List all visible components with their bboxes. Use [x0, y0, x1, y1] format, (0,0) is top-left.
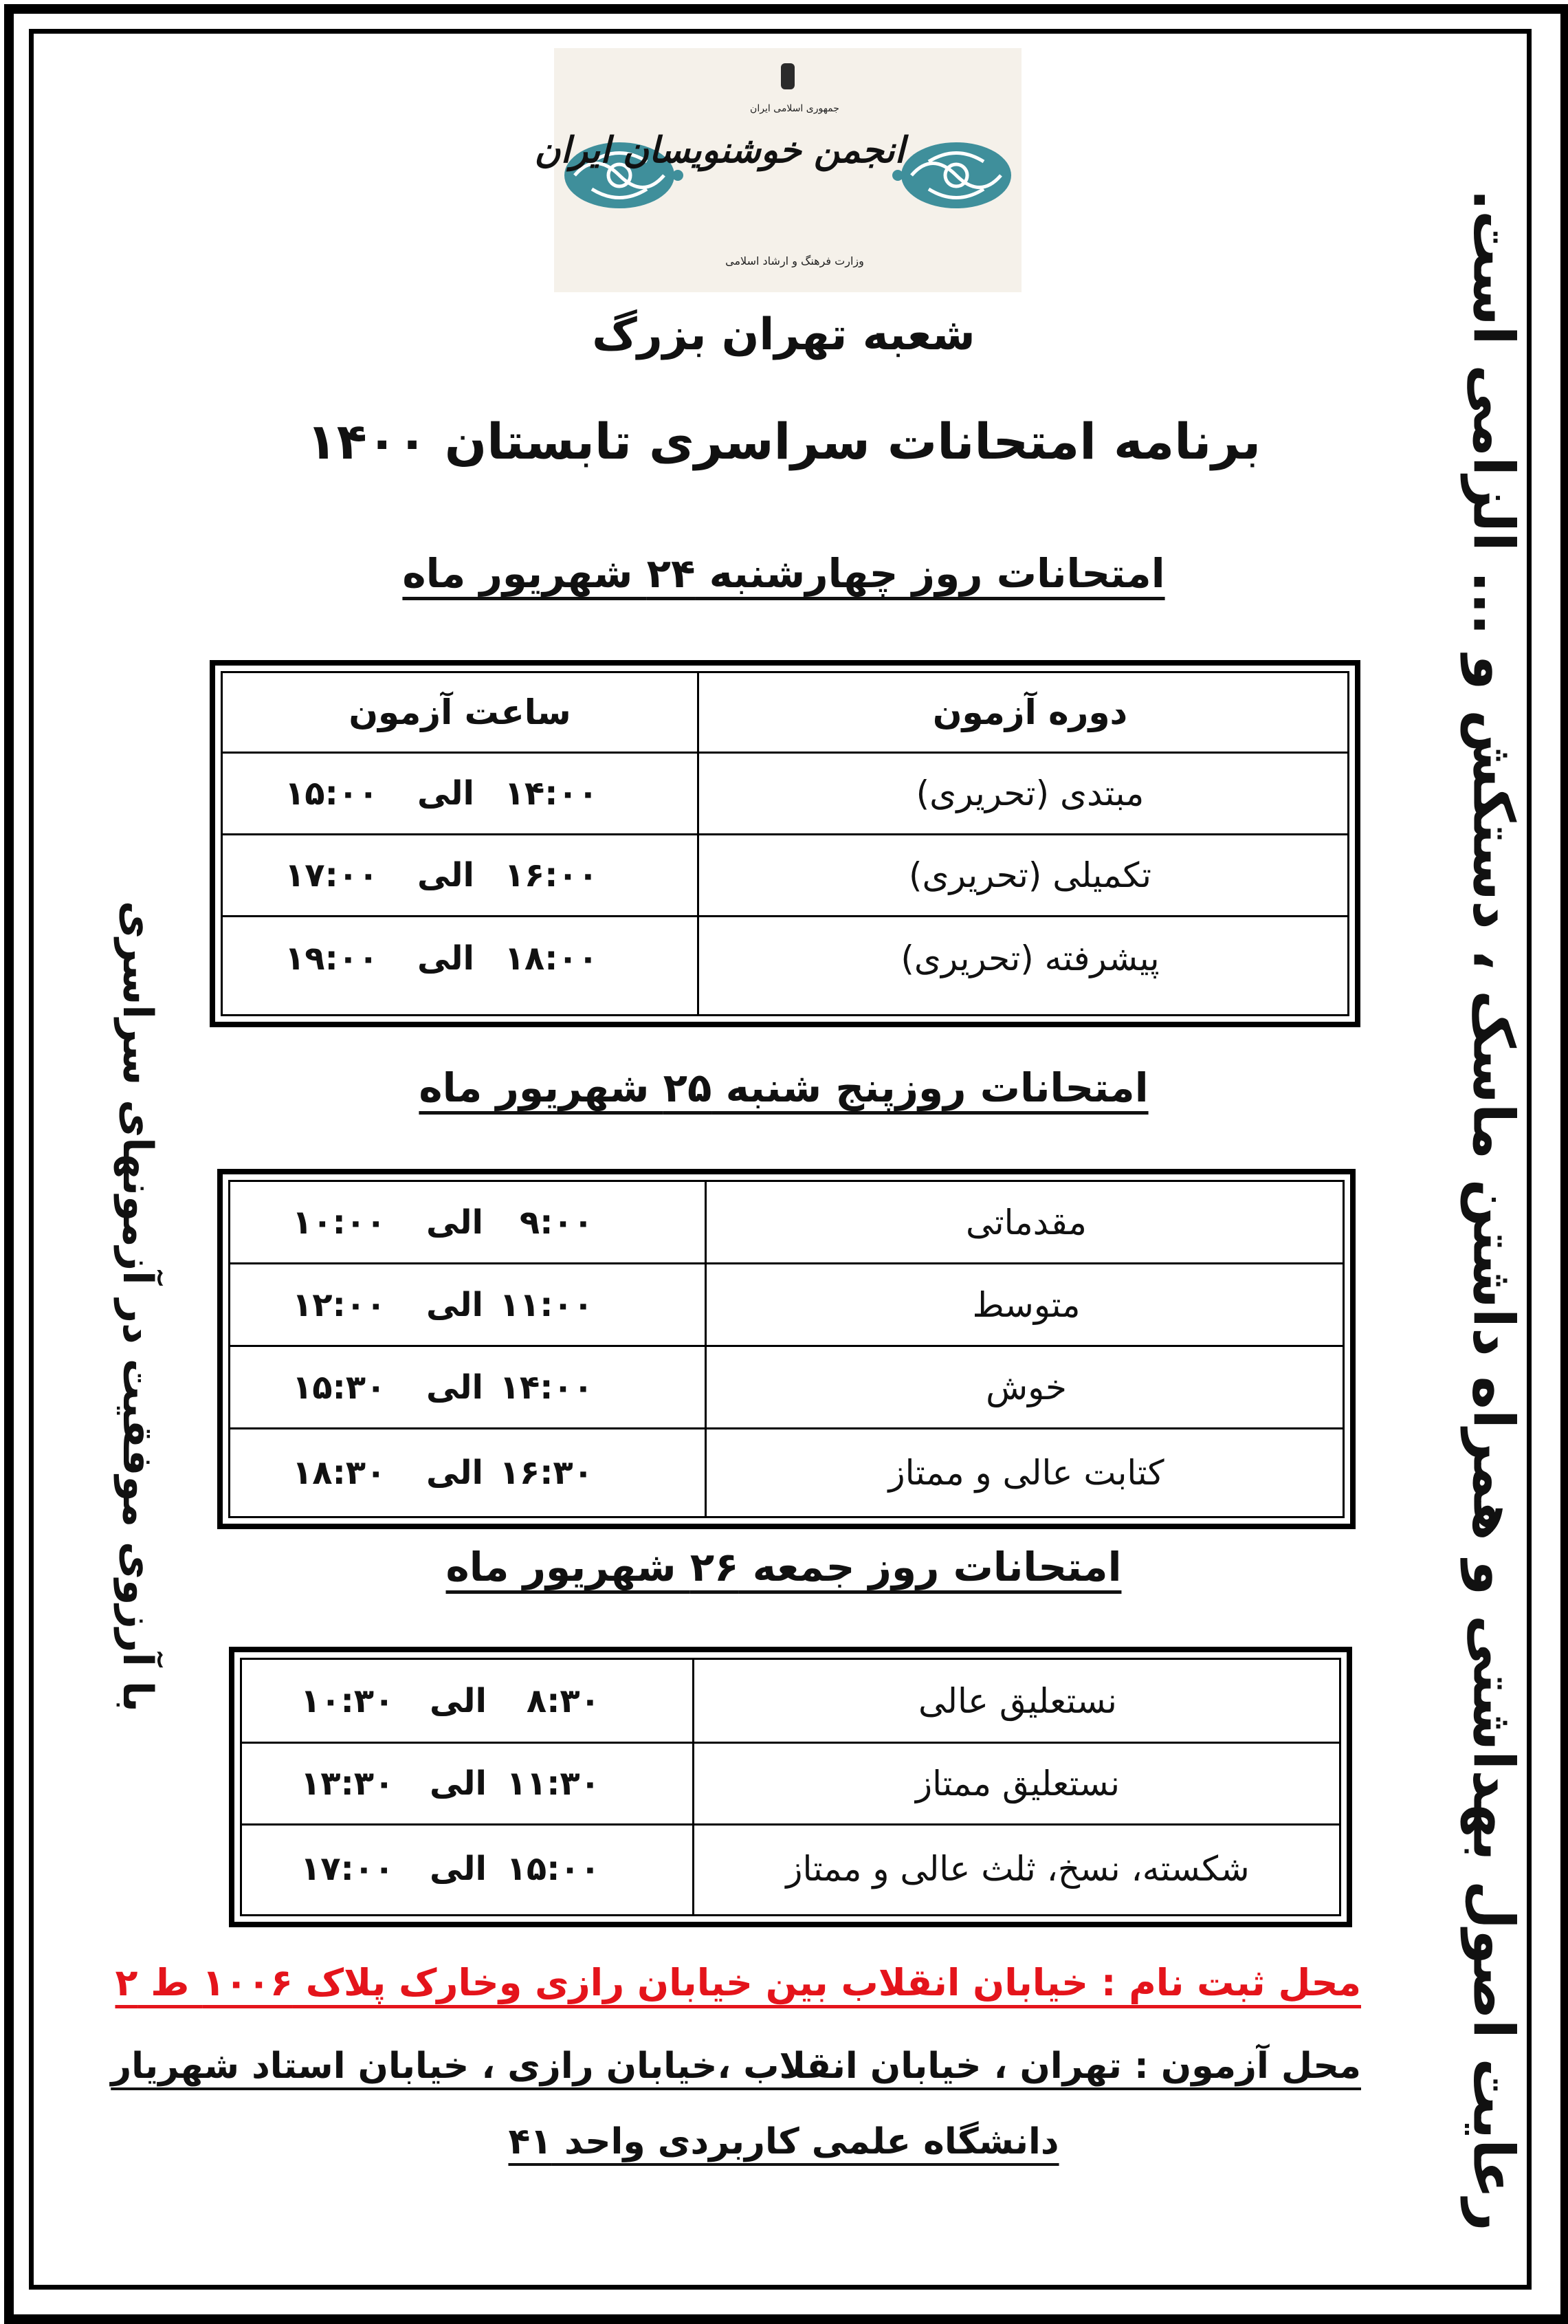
until-label: الی: [426, 1203, 483, 1242]
logo-subtitle: وزارت فرهنگ و ارشاد اسلامی: [725, 254, 864, 267]
end-time: ۱۷:۰۰: [300, 1849, 395, 1888]
until-label: الی: [429, 1764, 487, 1803]
exam-venue: [206, 2121, 1361, 2162]
start-time: ۱۸:۰۰: [504, 939, 598, 978]
course-name: متوسط: [972, 1284, 1081, 1325]
course-name: شکسته، نسخ، ثلث عالی و ممتاز: [786, 1848, 1250, 1889]
course-name: کتابت عالی و ممتاز: [888, 1453, 1164, 1493]
table-row: [242, 1826, 1339, 1911]
until-label: الی: [417, 856, 474, 895]
exam-table: [210, 660, 1360, 1027]
course-name: تکمیلی (تحریری): [908, 855, 1152, 895]
course-name: مبتدی (تحریری): [916, 774, 1145, 813]
table-row: [230, 1264, 1343, 1347]
health-notice: رعایت اصول بهداشتی و همراه داشتن ماسک ، دستکش و ... الزامی است.: [1460, 189, 1526, 2231]
registration-address-text: محل ثبت نام : خیابان انقلاب بین خیابان رازی وخارک پلاک ۱۰۰۶ ط ۲: [115, 1961, 1361, 2004]
end-time: ۱۷:۰۰: [285, 856, 379, 895]
registration-address: [115, 1961, 1361, 2004]
end-time: ۱۸:۳۰: [292, 1454, 386, 1492]
start-time: ۱۴:۰۰: [504, 774, 598, 813]
table-row: [242, 1744, 1339, 1826]
start-time: ۸:۳۰: [526, 1681, 600, 1720]
exam-location: [111, 2046, 1361, 2087]
end-time: ۱۰:۳۰: [300, 1681, 395, 1720]
day-heading-text: امتحانات روز جمعه ۲۶ شهریور ماه: [445, 1544, 1122, 1590]
table-row: [223, 754, 1347, 835]
end-time: ۱۰:۰۰: [292, 1203, 386, 1242]
end-time: ۱۵:۰۰: [285, 774, 379, 813]
day-heading: [206, 1544, 1361, 1590]
table-row: [223, 835, 1347, 917]
exam-venue-text: دانشگاه علمی کاربردی واحد ۴۱: [508, 2121, 1059, 2162]
start-time: ۱۴:۰۰: [499, 1368, 593, 1407]
start-time: ۱۱:۰۰: [499, 1285, 593, 1324]
header-course: دوره آزمون: [932, 692, 1128, 732]
table-row: [223, 917, 1347, 1000]
until-label: الی: [429, 1849, 487, 1888]
end-time: ۱۲:۰۰: [292, 1285, 386, 1324]
start-time: ۱۵:۰۰: [506, 1849, 600, 1888]
program-title: برنامه امتحانات سراسری تابستان ۱۴۰۰: [306, 413, 1261, 470]
table-row: [230, 1182, 1343, 1264]
logo-title: انجمن خوشنویسان ایران: [534, 129, 905, 171]
until-label: الی: [426, 1368, 483, 1407]
course-name: نستعلیق عالی: [918, 1680, 1117, 1721]
table-row: [230, 1429, 1343, 1516]
until-label: الی: [417, 939, 474, 978]
course-name: نستعلیق ممتاز: [915, 1764, 1120, 1804]
until-label: الی: [429, 1681, 487, 1720]
day-heading: [206, 550, 1361, 597]
table-header-row: [223, 673, 1347, 754]
end-time: ۱۹:۰۰: [285, 939, 379, 978]
end-time: ۱۵:۳۰: [292, 1368, 386, 1407]
course-name: پیشرفته (تحریری): [901, 939, 1160, 978]
table-row: [242, 1660, 1339, 1744]
end-time: ۱۳:۳۰: [300, 1764, 395, 1803]
start-time: ۱۶:۰۰: [504, 856, 598, 895]
start-time: ۹:۰۰: [519, 1203, 593, 1242]
course-name: مقدماتی: [966, 1202, 1087, 1242]
exam-table: [217, 1169, 1356, 1529]
logo-emblem-text: جمهوری اسلامی ایران: [750, 103, 839, 114]
association-logo: [534, 48, 1022, 292]
start-time: ۱۱:۳۰: [506, 1764, 600, 1803]
start-time: ۱۶:۳۰: [499, 1454, 593, 1492]
exam-table: [229, 1647, 1352, 1927]
until-label: الی: [417, 774, 474, 813]
day-heading-text: امتحانات روز چهارشنبه ۲۴ شهریور ماه: [402, 550, 1165, 597]
header-time: ساعت آزمون: [349, 692, 571, 732]
until-label: الی: [426, 1454, 483, 1492]
day-heading-text: امتحانات روزپنج شنبه ۲۵ شهریور ماه: [419, 1064, 1149, 1111]
until-label: الی: [426, 1285, 483, 1324]
branch-title: شعبه تهران بزرگ: [592, 309, 975, 360]
course-name: خوش: [986, 1367, 1067, 1407]
day-heading: [206, 1064, 1361, 1111]
exam-location-text: محل آزمون : تهران ، خیابان انقلاب ،خیابان رازی ، خیابان استاد شهریار: [111, 2046, 1361, 2087]
good-luck-message: با آرزوی موفقیت در آزمونهای سراسری: [113, 901, 162, 1712]
inner-border: [29, 29, 1532, 2290]
table-row: [230, 1347, 1343, 1429]
